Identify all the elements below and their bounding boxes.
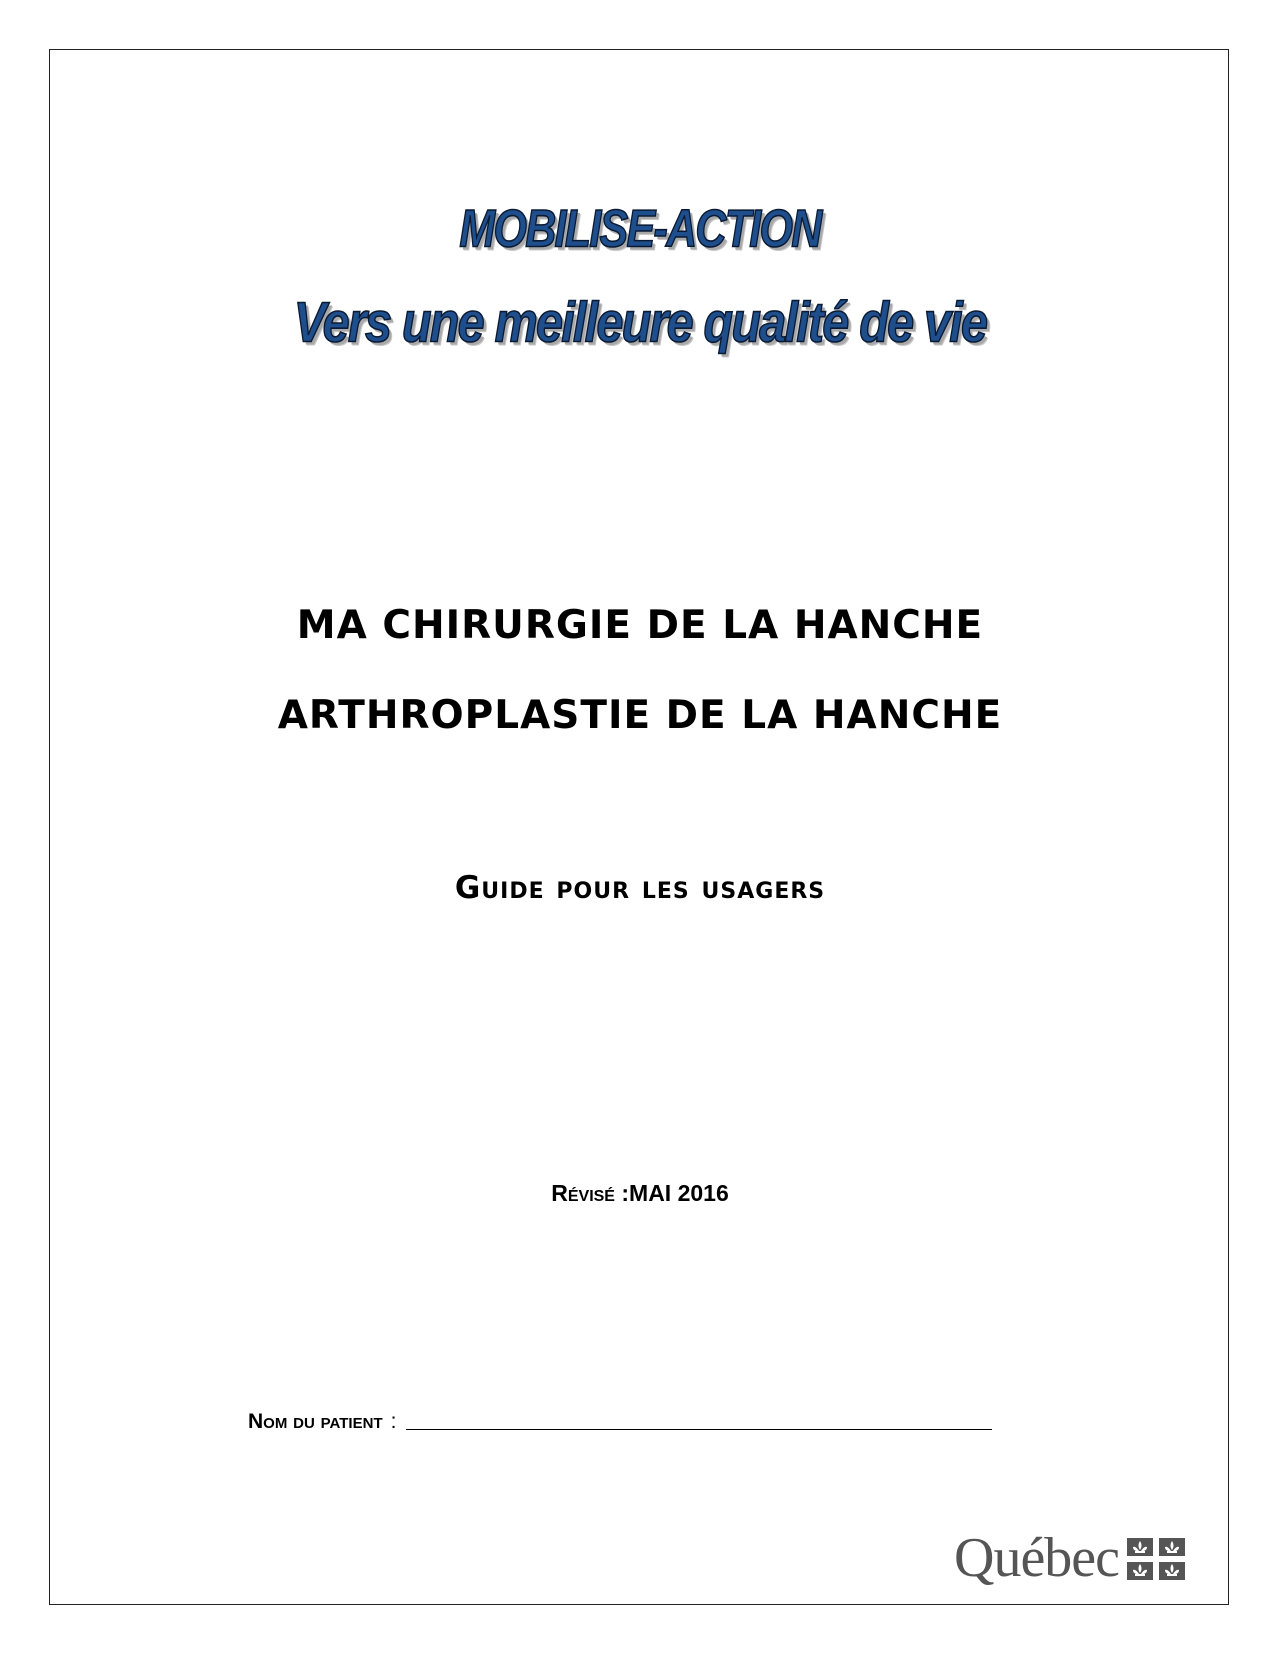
patient-name-label: Nom du patient — [248, 1410, 383, 1433]
patient-name-separator: : — [390, 1410, 397, 1433]
patient-name-field[interactable] — [406, 1429, 992, 1430]
revision-value: MAI 2016 — [629, 1180, 729, 1206]
quebec-logo — [954, 1527, 1185, 1589]
patient-name-row — [248, 1410, 992, 1434]
header-subtitle: Vers une meilleure qualité de vie — [293, 291, 987, 355]
quebec-fleur-de-lis-flag-icon — [1127, 1538, 1185, 1585]
header-title: MOBILISE-ACTION — [459, 199, 821, 258]
page-border — [49, 49, 1229, 1605]
quebec-wordmark: Québec — [954, 1527, 1120, 1589]
guide-heading: Guide pour les usagers — [454, 870, 826, 906]
document-title: MA CHIRURGIE DE LA HANCHE — [296, 603, 984, 648]
revision-date — [0, 1180, 1280, 1207]
revision-label: Révisé : — [551, 1180, 630, 1206]
document-subtitle: ARTHROPLASTIE DE LA HANCHE — [277, 693, 1003, 738]
